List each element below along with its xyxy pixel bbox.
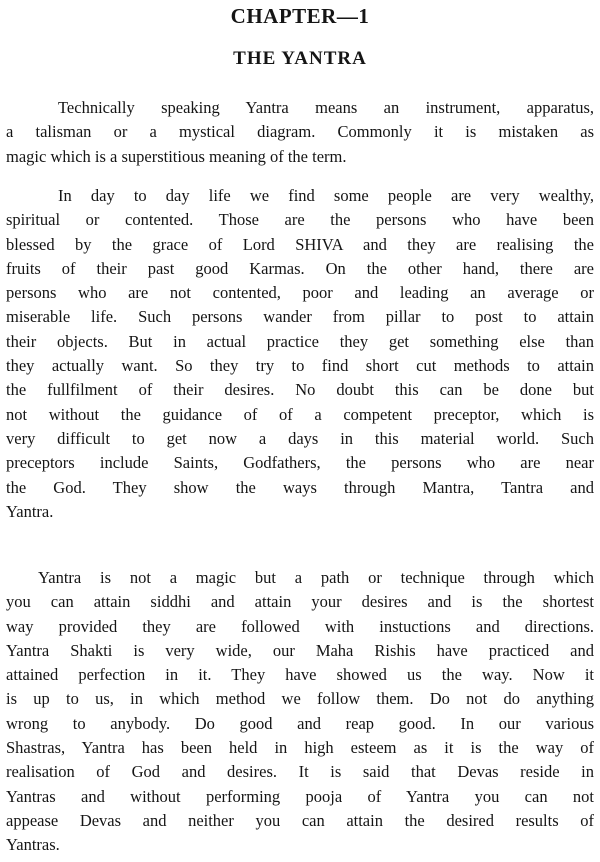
paragraph-2 [6, 184, 594, 524]
paragraph-line: attained perfection in it. They have showed us the way. Now it [6, 665, 594, 685]
paragraph-line: the fullfilment of their desires. No doubt this can be done but [6, 380, 594, 400]
paragraph-line: Yantras and without performing pooja of Yantra you can not [6, 786, 594, 806]
paragraph-line: appease Devas and neither you can attain the desired results of [6, 810, 594, 830]
paragraph-line: magic which is a superstitious meaning of the term. [6, 146, 347, 166]
paragraph-line: a talisman or a mystical diagram. Commonly it is mistaken as [6, 122, 594, 142]
paragraph-line: realisation of God and desires. It is said that Devas reside in [6, 762, 594, 782]
paragraph-line: spiritual or contented. Those are the persons who have been [6, 210, 594, 230]
paragraph-line: their objects. But in actual practice they get something else than [6, 331, 594, 351]
paragraph-line: way provided they are followed with instuctions and directions. [6, 616, 594, 636]
paragraph-line: preceptors include Saints, Godfathers, the persons who are near [6, 453, 594, 473]
paragraph-line: persons who are not contented, poor and leading an average or [6, 283, 594, 303]
paragraph-line: Yantra Shakti is very wide, our Maha Rishis have practiced and [6, 640, 594, 660]
paragraph-line: the God. They show the ways through Mantra, Tantra and [6, 477, 594, 497]
chapter-title: THE YANTRA [233, 48, 367, 69]
paragraph-line: Technically speaking Yantra means an instrument, apparatus, [58, 98, 594, 117]
paragraph-line: blessed by the grace of Lord SHIVA and they are realising the [6, 234, 594, 254]
paragraph-line: very difficult to get now a days in this material world. Such [6, 428, 594, 448]
paragraph-line: wrong to anybody. Do good and reap good. In our various [6, 713, 594, 733]
paragraph-line: fruits of their past good Karmas. On the other hand, there are [6, 258, 594, 278]
paragraph-line: you can attain siddhi and attain your desires and is the shortest [6, 592, 594, 612]
paragraph-1 [6, 96, 594, 169]
paragraph-line: Yantra. [6, 501, 54, 521]
paragraph-line: Yantra is not a magic but a path or technique through which [38, 568, 594, 587]
chapter-heading: CHAPTER—1 [230, 4, 370, 28]
paragraph-3 [6, 566, 594, 858]
paragraph-line: In day to day life we find some people are very wealthy, [58, 186, 594, 205]
paragraph-line: Shastras, Yantra has been held in high esteem as it is the way of [6, 738, 594, 758]
paragraph-line: Yantras. [6, 835, 60, 855]
paragraph-line: is up to us, in which method we follow them. Do not do anything [6, 689, 594, 709]
paragraph-line: miserable life. Such persons wander from pillar to post to attain [6, 307, 594, 327]
paragraph-line: not without the guidance of of a competent preceptor, which is [6, 404, 594, 424]
paragraph-line: they actually want. So they try to find short cut methods to attain [6, 356, 594, 376]
